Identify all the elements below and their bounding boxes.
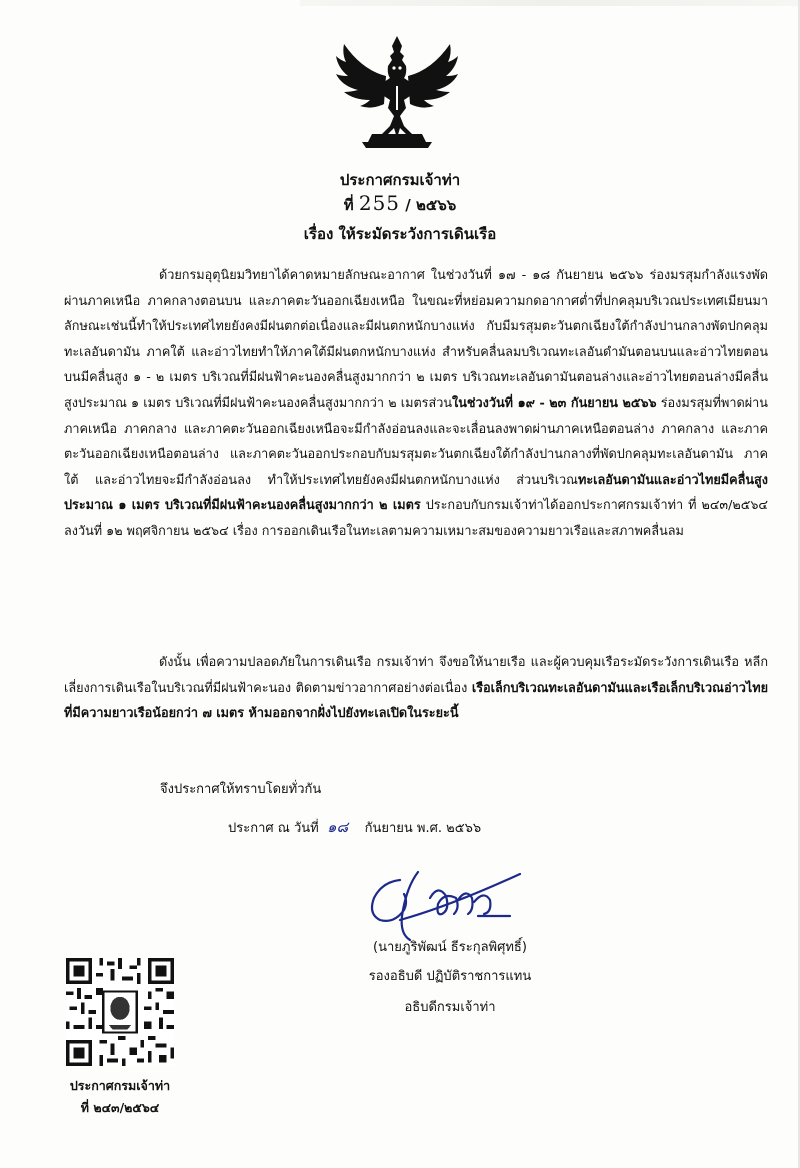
- number-value: 255: [358, 191, 401, 215]
- qr-caption-number: ที่ ๒๔๓/๒๕๖๔: [80, 1100, 160, 1115]
- qr-caption-title: ประกาศกรมเจ้าท่า: [69, 1078, 171, 1093]
- dateline-month-year: กันยายน พ.ศ. ๒๕๖๖: [364, 821, 482, 836]
- p2-segment-bold: เรือเล็กบริเวณทะเลอันดามันและเรือเล็กบริเวณอ่าวไทยที่มีความยาวเรือน้อยกว่า ๗ เมตร ห้ามออกจากฝั่งไปยังทะเลเปิดในระยะนี้: [64, 679, 768, 721]
- p1-segment: ร่องมรสุมที่พาดผ่านภาคเหนือ ภาคกลาง และภาคตะวันออกเฉียงเหนือจะมีกำลังอ่อนลงและจะเลื่อนลงพาดผ่านภาคเหนือตอนล่าง ภาคกลาง และภาคตะวันออกเฉียงเหนือตอนล่าง และภาคตะวันออกประกอบกับมรสุมตะวันตกเฉียงใต้กำลังปานกลางที่พัดปกคลุมทะเลอันดามัน ภาคใต้ และอ่าวไทยจะมีกำลังอ่อนลง ทำให้ประเทศไทยยังคงมีฝนตกหนักบางแห่ง ส่วนบริเวณ: [64, 394, 768, 487]
- p1-segment: ด้วยกรมอุตุนิยมวิทยาได้คาดหมายลักษณะอากาศ ในช่วงวันที่ ๑๗ - ๑๘ กันยายน ๒๕๖๖ ร่องมรสุมกำลังแรงพัดผ่านภาคเหนือ ภาคกลางตอนบน และภาคตะวันออกเฉียงเหนือ ในขณะที่หย่อมความกดอากาศต่ำที่ปกคลุมบริเวณประเทศเมียนมา ลักษณะเช่นนี้ทำให้ประเทศไทยยังคงมีฝนตกต่อเนื่องและมีฝนตกหนักบางแห่ง กับมีมรสุมตะวันตกเฉียงใต้กำลังปานกลางพัดปกคลุมทะเลอันดามัน ภาคใต้ และอ่าวไทยทำให้ภาคใต้มีฝนตกหนักบางแห่ง สำหรับคลื่นลมบริเวณทะเลอันดำมันตอนบนและอ่าวไทยตอนบนมีคลื่นสูง ๑ - ๒ เมตร บริเวณที่มีฝนฟ้าคะนองคลื่นสูงมากกว่า ๒ เมตร บริเวณทะเลอันดามันตอนล่างและอ่าวไทยตอนล่างมีคลื่นสูงประมาณ ๑ เมตร บริเวณที่มีฝนฟ้าคะนองคลื่นสูงมากกว่า ๒ เมตรส่วน: [64, 267, 768, 410]
- dateline: [228, 815, 481, 839]
- document-title: ประกาศกรมเจ้าท่า: [339, 171, 461, 189]
- number-prefix: ที่: [343, 196, 354, 214]
- p2-segment: ดังนั้น เพื่อความปลอดภัยในการเดินเรือ กรมเจ้าท่า จึงขอให้นายเรือ และผู้ควบคุมเรือระมัดระวังการเดินเรือ หลีกเลี่ยงการเดินเรือในบริเวณที่มีฝนฟ้าคะนอง ติดตามข่าวอากาศอย่างต่อเนื่อง: [64, 654, 768, 695]
- p1-segment: ประกอบกับกรมเจ้าท่าได้ออกประกาศกรมเจ้าท่า ที่ ๒๔๓/๒๕๖๔ ลงวันที่ ๑๒ พฤศจิกายน ๒๕๖๔ เรื่อง การออกเดินเรือในทะเลตามความเหมาะสมของความยาวเรือและสภาพคลื่นลม: [64, 497, 769, 538]
- dateline-prefix: ประกาศ ณ วันที่: [228, 821, 319, 836]
- document-subject: เรื่อง ให้ระมัดระวังการเดินเรือ: [303, 225, 497, 243]
- signatory-name: (นายภูริพัฒน์ ธีระกุลพิศุทธิ์): [373, 940, 527, 955]
- signatory-position-2: อธิบดีกรมเจ้าท่า: [404, 1000, 496, 1015]
- number-year: / ๒๕๖๖: [405, 196, 457, 214]
- signatory-position-1: รองอธิบดี ปฏิบัติราชการแทน: [368, 969, 532, 984]
- signature-icon: [360, 858, 530, 946]
- document-number: [0, 191, 800, 217]
- closing-statement: จึงประกาศให้ทราบโดยทั่วกัน: [160, 782, 322, 797]
- p1-segment-bold: ในช่วงวันที่ ๑๙ - ๒๓ กันยายน ๒๕๖๖: [452, 394, 657, 410]
- p1-segment-bold: ทะเลอันดามันและอ่าวไทยมีคลื่นสูงประมาณ ๑ เมตร บริเวณที่มีฝนฟ้าคะนองคลื่นสูงมากกว่า ๒ เมตร: [64, 471, 768, 513]
- dateline-day-handwritten: ๑๘: [327, 818, 349, 836]
- garuda-emblem-icon: [332, 30, 462, 160]
- body-paragraph-2: [64, 649, 768, 726]
- body-paragraph-1: [64, 262, 768, 544]
- scan-artifact: [300, 0, 800, 6]
- qr-code-icon[interactable]: [66, 958, 174, 1066]
